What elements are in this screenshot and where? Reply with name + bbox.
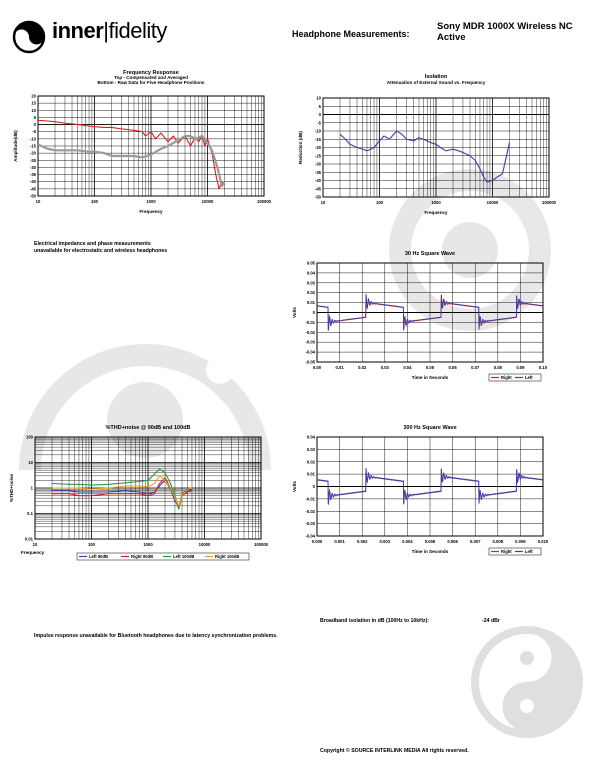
y-tick-label: -40	[314, 178, 321, 183]
legend-label: Right 100dB	[215, 554, 240, 560]
legend-label: Left 90dB	[89, 554, 109, 560]
y-tick-label: -35	[314, 169, 321, 175]
legend-label: Left 100dB	[173, 554, 195, 560]
chart-svg	[292, 249, 565, 409]
series-line	[340, 131, 510, 182]
x-tick-label: 0.005	[424, 539, 436, 544]
y-tick-label: 10	[28, 460, 33, 465]
chart-svg	[295, 72, 565, 232]
y-tick-label: -20	[314, 145, 321, 150]
x-axis-label: Frequency	[424, 210, 448, 215]
chart-subtitle2: Bottom - Raw Data for Five Headphone Positions	[97, 80, 205, 85]
y-tick-label: -5	[32, 129, 36, 135]
square-wave-300hz-chart	[292, 423, 565, 573]
y-tick-label: -35	[29, 172, 36, 178]
y-tick-label: 1	[30, 485, 33, 491]
y-tick-label: 0.01	[306, 471, 315, 477]
x-tick-label: 1000	[143, 542, 153, 547]
x-tick-label: 100	[91, 199, 98, 204]
y-tick-label: -25	[314, 153, 321, 159]
y-tick-label: 0.03	[306, 446, 315, 452]
yin-yang-logo-icon	[12, 20, 46, 54]
series-line	[38, 136, 225, 186]
y-tick-label: -0.03	[305, 521, 315, 527]
grid	[317, 437, 543, 536]
y-tick-label: -15	[314, 136, 321, 142]
grid	[38, 96, 264, 196]
copyright: Copyright © SOURCE INTERLINK MEDIA All rights reserved.	[320, 748, 469, 754]
x-tick-label: 0.01	[335, 365, 344, 370]
x-tick-label: 10000	[486, 200, 499, 205]
x-tick-label: 0.004	[402, 539, 413, 544]
x-tick-label: 100000	[257, 199, 271, 204]
headphone-model: Sony MDR 1000X Wireless NC Active	[437, 21, 573, 43]
chart-svg	[10, 68, 280, 228]
x-tick-label: 100	[88, 542, 95, 547]
thd-noise-chart	[5, 423, 285, 573]
x-tick-label: 1000	[146, 199, 156, 204]
y-tick-label: 0.04	[306, 270, 315, 276]
x-tick-label: 0.000	[311, 539, 323, 544]
y-tick-label: -0.03	[305, 339, 315, 345]
x-tick-label: 0.07	[471, 365, 480, 370]
y-tick-label: 15	[31, 100, 36, 106]
y-axis-label: Volts	[292, 481, 297, 492]
square-wave-30hz-chart	[292, 249, 565, 409]
legend-label: Right 90dB	[131, 554, 154, 560]
x-tick-label: 0.06	[448, 365, 457, 370]
legend	[489, 548, 541, 555]
y-tick-label: -0.02	[305, 508, 315, 514]
brand-logo: inner|fidelity	[52, 18, 167, 43]
y-tick-label: 20	[31, 93, 36, 99]
x-tick-label: 10000	[198, 542, 211, 547]
legend-label: Left	[525, 375, 533, 381]
y-axis-label: Reduction (dB)	[298, 131, 303, 164]
impulse-note: Impulse response unavailable for Bluetooth headphones due to latency synchronization problems.	[34, 633, 278, 639]
y-tick-label: 0.1	[27, 511, 33, 516]
y-tick-label: 0	[318, 112, 321, 117]
x-tick-label: 0.02	[358, 365, 367, 370]
x-tick-label: 0.007	[469, 539, 481, 544]
x-tick-label: 0.006	[447, 539, 458, 544]
y-tick-label: -40	[29, 179, 36, 185]
impedance-note-line1: Electrical impedance and phase measurements	[34, 241, 151, 247]
x-tick-label: 0.008	[492, 539, 504, 544]
y-tick-label: -30	[29, 164, 36, 170]
y-tick-label: -0.05	[305, 359, 315, 365]
y-tick-label: 10	[316, 95, 321, 101]
y-tick-label: 0.01	[306, 300, 315, 306]
series-group	[38, 120, 225, 189]
x-tick-label: 100	[376, 200, 383, 205]
isolation-chart	[295, 72, 565, 232]
x-tick-label: 10	[320, 200, 326, 205]
watermark-logo	[470, 625, 585, 740]
x-tick-label: 100000	[254, 542, 268, 547]
y-tick-label: -0.01	[305, 319, 315, 325]
y-tick-label: 0.02	[306, 459, 315, 465]
legend-label: Right	[501, 375, 512, 381]
grid	[317, 263, 543, 362]
y-tick-label: -30	[314, 161, 321, 167]
x-axis-label: Frequency	[139, 209, 163, 214]
chart-title: %THD+noise @ 90dB and 100dB	[105, 425, 191, 431]
x-tick-label: 0.09	[516, 365, 525, 370]
y-tick-label: -50	[314, 194, 321, 200]
chart-svg	[5, 423, 285, 573]
series-line	[38, 120, 225, 189]
y-tick-label: -20	[29, 150, 36, 156]
legend-label: Right	[501, 549, 512, 555]
isolation-summary-label: Broadband isolation in dB (100Hz to 10kHz):	[320, 618, 429, 624]
chart-subtitle: Top - Compensated and Averaged	[114, 75, 188, 80]
x-axis-label: Time in Seconds	[411, 375, 449, 380]
x-tick-label: 100000	[542, 200, 556, 205]
chart-svg	[292, 423, 565, 573]
x-tick-label: 0.002	[356, 539, 368, 544]
y-tick-label: 10	[31, 107, 36, 113]
impedance-note	[34, 241, 167, 254]
y-tick-label: -15	[29, 143, 36, 149]
y-tick-label: -0.02	[305, 329, 315, 335]
y-tick-label: 5	[33, 114, 36, 120]
y-tick-label: -0.04	[305, 533, 315, 539]
x-tick-label: 0.05	[425, 365, 435, 370]
y-tick-label: 0.01	[24, 536, 33, 542]
y-tick-label: 0	[33, 122, 36, 128]
x-tick-label: 10	[35, 199, 41, 204]
x-axis-label: Time in Seconds	[411, 549, 449, 554]
isolation-summary-value: -24 dBr	[482, 618, 500, 624]
x-tick-label: 0.001	[334, 539, 345, 544]
y-tick-label: -10	[314, 128, 321, 134]
legend-label: Left	[525, 549, 533, 555]
y-tick-label: 0.04	[306, 434, 315, 440]
y-tick-label: -25	[29, 157, 36, 163]
y-tick-label: 100	[26, 434, 33, 440]
y-tick-label: 0.05	[306, 260, 315, 266]
y-tick-label: 5	[318, 103, 321, 109]
x-tick-label: 0.04	[403, 365, 412, 370]
y-tick-label: -0.01	[305, 496, 315, 502]
y-tick-label: -50	[29, 193, 36, 199]
chart-title: 300 Hz Square Wave	[403, 425, 457, 431]
frequency-response-chart	[10, 68, 280, 228]
y-tick-label: -45	[314, 186, 321, 192]
measurements-label: Headphone Measurements:	[292, 29, 410, 39]
y-tick-label: 0.02	[306, 290, 315, 296]
x-tick-label: 0.010	[537, 539, 549, 544]
x-axis-label: Frequency	[21, 550, 45, 555]
series-line	[52, 478, 192, 509]
legend	[489, 374, 541, 381]
x-tick-label: 0.10	[538, 365, 548, 370]
series-group	[340, 131, 510, 182]
x-tick-label: 0.009	[515, 539, 526, 544]
y-tick-label: -10	[29, 136, 36, 142]
x-tick-label: 10	[32, 542, 38, 547]
y-axis-label: Amplitude(dB)	[13, 130, 18, 162]
legend	[77, 553, 249, 560]
y-tick-label: -5	[317, 120, 321, 126]
chart-title: Frequency Response	[123, 70, 179, 76]
x-tick-label: 1000	[431, 200, 441, 205]
chart-subtitle: Attenuation of External Sound vs. Frequency	[386, 80, 486, 85]
y-tick-label: -0.04	[305, 349, 315, 355]
y-tick-label: -45	[29, 186, 36, 192]
x-tick-label: 0.03	[380, 365, 389, 370]
y-axis-label: Volts	[292, 307, 297, 318]
y-tick-label: 0.03	[306, 280, 315, 286]
x-tick-label: 0.08	[493, 365, 502, 370]
chart-title: 30 Hz Square Wave	[404, 251, 456, 257]
y-axis-label: %THD+noise	[9, 473, 14, 503]
chart-title: Isolation	[424, 74, 448, 80]
x-tick-label: 0.003	[379, 539, 391, 544]
y-tick-label: 0	[312, 310, 315, 315]
x-tick-label: 10000	[201, 199, 214, 204]
x-tick-label: 0.00	[312, 365, 322, 370]
y-tick-label: 0	[312, 484, 315, 489]
impedance-note-line2: unavailable for electrostatic and wireless headphones	[34, 247, 168, 254]
